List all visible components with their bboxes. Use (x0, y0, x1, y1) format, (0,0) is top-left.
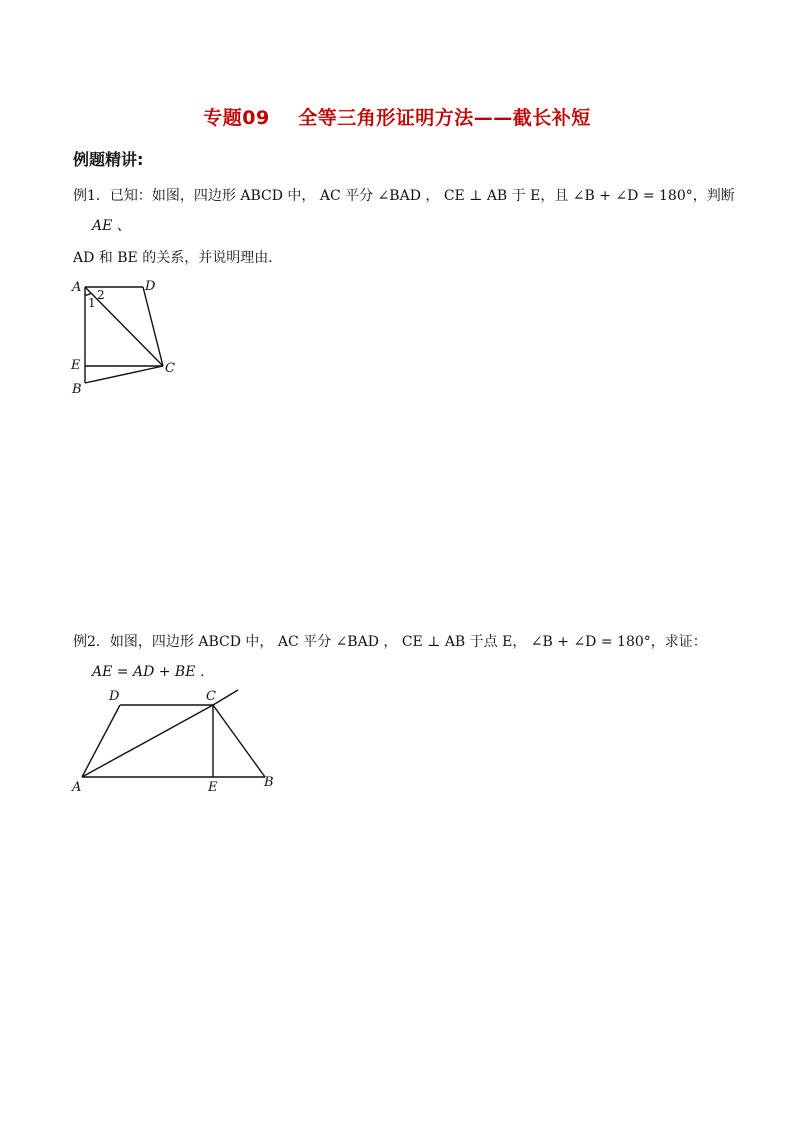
ex2-label-a: A (72, 780, 82, 795)
example1-question-line2: AE 、 (92, 218, 131, 234)
ex1-angle-2: 2 (97, 288, 105, 302)
ex1-label-a: A (72, 280, 82, 295)
ex2-label-d: D (109, 689, 120, 704)
ex1-label-c: C (165, 361, 175, 376)
example1-question-line3: AD 和 BE 的关系，并说明理由． (73, 250, 283, 266)
example2-question-line2: AE = AD + BE ． (92, 664, 214, 680)
ex1-angle-1: 1 (88, 296, 96, 310)
ex2-label-c: C (206, 689, 216, 704)
ex2-segment-c-extension (213, 690, 238, 705)
ex2-label-b: B (264, 775, 274, 790)
page-title: 专题09 全等三角形证明方法——截长补短 (203, 107, 591, 129)
ex1-label-d: D (145, 279, 156, 294)
example1-question-line1: 例1．已知：如图，四边形 ABCD 中， AC 平分 ∠BAD ， CE ⊥ AB 于 E，且 ∠B + ∠D = 180°，判断 (73, 188, 735, 204)
section-heading: 例题精讲: (73, 150, 144, 169)
ex2-label-e: E (208, 780, 218, 795)
ex1-label-b: B (72, 382, 82, 397)
example2-question-line1: 例2．如图，四边形 ABCD 中， AC 平分 ∠BAD ， CE ⊥ AB 于点 E， ∠B + ∠D = 180°，求证： (73, 634, 707, 650)
ex1-label-e: E (71, 358, 81, 373)
ex2-segment-bc-extended (213, 705, 265, 777)
